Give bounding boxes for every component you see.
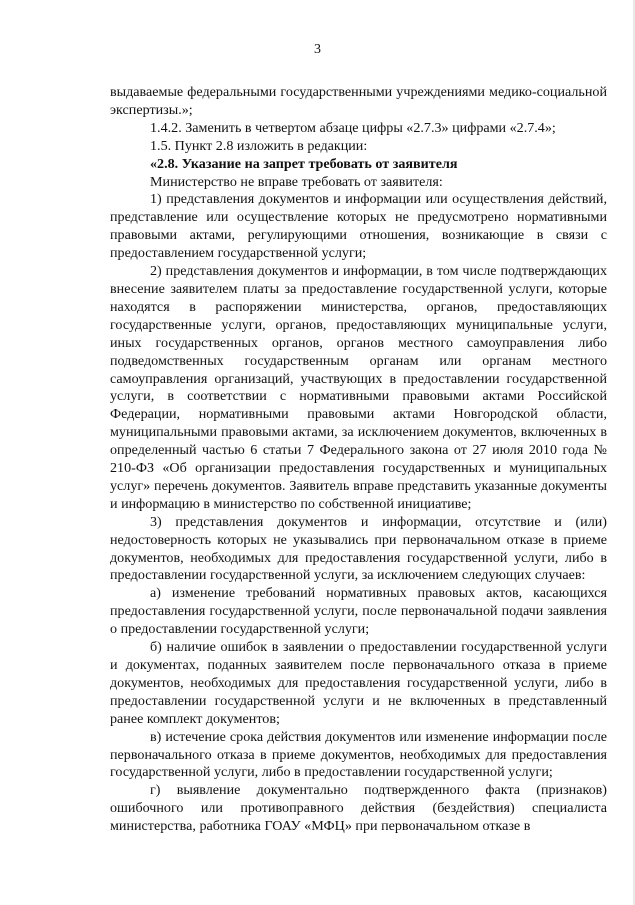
document-body	[110, 84, 607, 836]
paragraph-amendment-1-4-2: 1.4.2. Заменить в четвертом абзаце цифры «2.7.3» цифрами «2.7.4»;	[150, 119, 556, 136]
sub-item-a: а) изменение требований нормативных правовых актов, касающихся предоставления государственной услуги, после первоначальной подачи заявления о предоставлении государственной услуги;	[110, 585, 607, 638]
list-item-2: 2) представления документов и информации, в том числе подтверждающих внесение заявителем платы за предоставление государственной услуги, которые находятся в распоряжении министерства, органов, предоставляющих государственные услуги, органов, предоставляющих муниципальные услуги, иных государственных органов, органов местного самоуправления либо подведомственных государственным органам или органам местного самоуправления организаций, участвующих в предоставлении государственной услуги, в соответствии с нормативными правовыми актами Российской Федерации, нормативными правовыми актами Новгородской области, муниципальными правовыми актами, за исключением документов, включенных в определенный частью 6 статьи 7 Федерального закона от 27 июля 2010 года № 210-ФЗ «Об организации предоставления государственных и муниципальных услуг» перечень документов. Заявитель вправе представить указанные документы и информацию в министерство по собственной инициативе;	[110, 263, 607, 512]
sub-item-v: в) истечение срока действия документов или изменение информации после первоначального отказа в приеме документов, необходимых для предоставления государственной услуги, либо в предоставлении государственной услуги;	[110, 728, 607, 781]
sub-item-g: г) выявление документально подтвержденного факта (признаков) ошибочного или противоправного действия (бездействия) специалиста министерства, работника ГОАУ «МФЦ» при первоначальном отказе в	[110, 782, 607, 835]
page-number: 3	[314, 42, 321, 57]
paragraph-amendment-1-5: 1.5. Пункт 2.8 изложить в редакции:	[150, 137, 368, 154]
list-item-3: 3) представления документов и информации, отсутствие и (или) недостоверность которых не указывались при первоначальном отказе в приеме документов, необходимых для предоставления государственной услуги, либо в предоставлении государственной услуги, за исключением следующих случаев:	[110, 513, 607, 584]
paragraph-intro: Министерство не вправе требовать от заявителя:	[150, 173, 443, 190]
list-item-1: 1) представления документов и информации или осуществления действий, представление или осуществление которых не предусмотрено нормативными правовыми актами, регулирующими отношения, возникающие в связи с предоставлением государственной услуги;	[110, 191, 607, 262]
paragraph-continuation: выдаваемые федеральными государственными учреждениями медико-социальной экспертизы.»;	[110, 84, 607, 118]
sub-item-b: б) наличие ошибок в заявлении о предоставлении государственной услуги и документах, поданных заявителем после первоначального отказа в приеме документов, необходимых для предоставления государственной услуги, либо в предоставлении государственной услуги и не включенных в представленный ранее комплект документов;	[110, 639, 607, 727]
section-heading-2-8: «2.8. Указание на запрет требовать от заявителя	[150, 155, 458, 172]
